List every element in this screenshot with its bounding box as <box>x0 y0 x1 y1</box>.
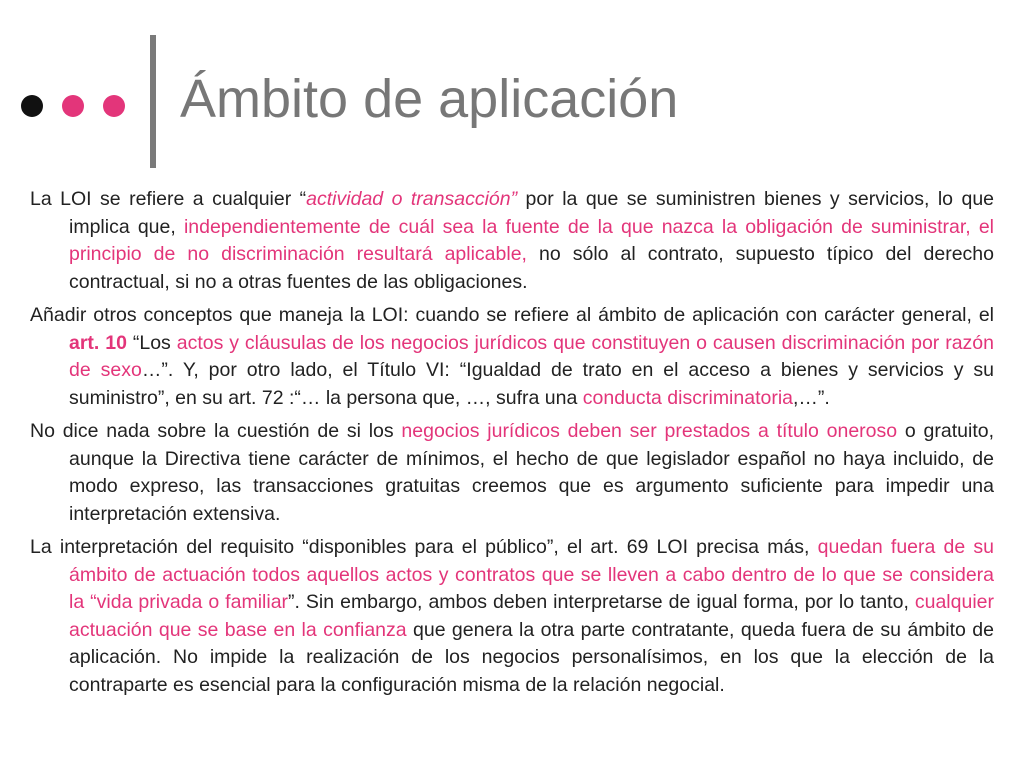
bullet-dot-pink <box>62 95 84 117</box>
paragraph-2 <box>30 302 994 412</box>
paragraph-3 <box>30 418 994 528</box>
body-text: Añadir otros conceptos que maneja la LOI: cuando se refiere al ámbito de aplicación con carácter general, el <box>30 304 994 326</box>
body-text: No dice nada sobre la cuestión de si los <box>30 420 402 442</box>
paragraph-4 <box>30 534 994 699</box>
body-text: o gratuito, aunque la Directiva tiene carácter de mínimos, el hecho de que legislador español no haya incluido, de modo expreso, las transacciones gratuitas creemos que es argumento suficiente para impedir una interpretación extensiva. <box>69 420 994 525</box>
highlighted-text: quedan fuera de su ámbito de actuación todos aquellos actos y contratos que se lleven a cabo dentro de lo que se considera la “vida privada o familiar <box>69 536 994 613</box>
highlighted-text: actos y cláusulas de los negocios jurídicos que constituyen o causen discriminación por razón de sexo <box>69 331 994 381</box>
body-text: …”. Y, por otro lado, el Título VI: “Igualdad de trato en el acceso a bienes y servicios y su suministro”, en su art. 72 :“… la persona que, …, sufra una <box>69 359 994 409</box>
body-text: ”. Sin embargo, ambos deben interpretarse de igual forma, por lo tanto, <box>288 591 915 613</box>
highlighted-text: conducta discriminatoria <box>582 386 794 409</box>
body-text: que genera la otra parte contratante, queda fuera de su ámbito de aplicación. No impide la realización de los negocios personalísimos, en los que la elección de la contraparte es esencial para la configuración misma de la relación negocial. <box>69 618 994 696</box>
highlighted-text: art. 10 <box>69 331 127 354</box>
body-text: ,…”. <box>793 386 830 409</box>
body-text: “Los <box>126 331 177 354</box>
bullet-dot-pink-2 <box>103 95 125 117</box>
body-text: La interpretación del requisito “disponibles para el público”, el art. 69 LOI precisa más, <box>30 536 818 558</box>
body-text: por la que se suministren bienes y servicios, lo que implica que, <box>69 188 995 238</box>
highlighted-text: cualquier actuación que se base en la confianza <box>69 591 994 641</box>
title-divider <box>150 35 156 168</box>
slide-body <box>30 186 994 705</box>
highlighted-text: negocios jurídicos deben ser prestados a título oneroso <box>401 420 898 442</box>
body-text: no sólo al contrato, supuesto típico del derecho contractual, si no a otras fuentes de las obligaciones. <box>69 243 994 293</box>
body-text: La LOI se refiere a cualquier “ <box>30 188 307 210</box>
paragraph-1 <box>30 186 994 296</box>
highlighted-text: actividad o transacción” <box>306 188 518 210</box>
slide-title: Ámbito de aplicación <box>180 69 679 129</box>
bullet-dot-black <box>21 95 43 117</box>
highlighted-text: independientemente de cuál sea la fuente de la que nazca la obligación de suministrar, el principio de no discriminación resultará aplicable, <box>69 215 995 265</box>
